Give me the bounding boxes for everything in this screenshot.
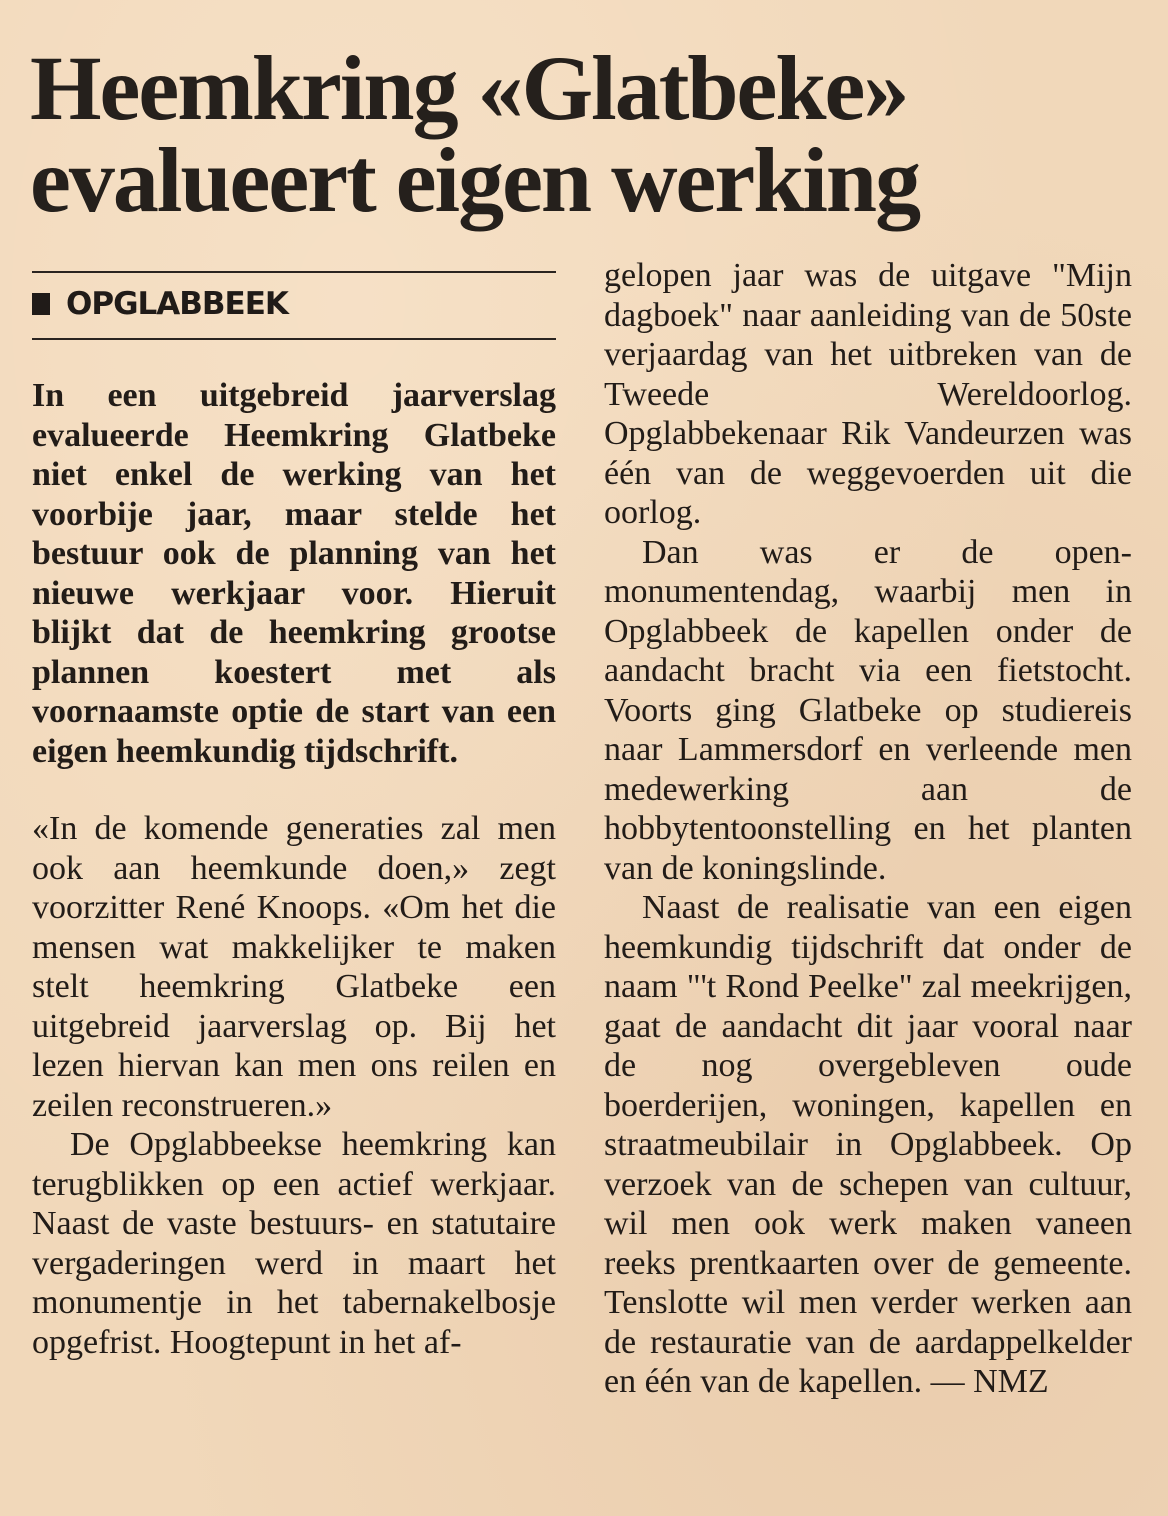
headline-line-2: evalueert eigen werking: [30, 129, 920, 231]
kicker-top-rule: [32, 271, 556, 273]
column-left: [32, 376, 556, 1362]
kicker: [32, 286, 288, 322]
paragraph-monumentendag: Dan was er de open-monumentendag, waarbij men in Opglabbeek de kapellen onder de aandacht bracht via een fietstocht. Voorts ging Glatbeke op studiereis naar Lammersdorf en verleende men medewerking aan de hobbytentoonstelling en het planten van de koningslinde.: [604, 533, 1132, 887]
headline-line-1: Heemkring «Glatbeke»: [30, 37, 908, 139]
column-right: [604, 256, 1132, 1402]
headline: [30, 37, 1040, 231]
kicker-bottom-rule: [32, 338, 556, 340]
lead-paragraph: In een uitgebreid jaarverslag evalueerde Heemkring Glatbeke niet enkel de werking van het voorbije jaar, maar stelde het bestuur ook de planning van het nieuwe werkjaar voor. Hieruit blijkt dat de heemkring grootse plannen koestert met als voornaamste optie de start van een eigen heemkundig tijdschrift.: [32, 377, 556, 770]
kicker-square-icon: [32, 293, 50, 315]
paragraph-plans: Naast de realisatie van een eigen heemkundig tijdschrift dat onder de naam "'t Rond Peelke" zal meekrijgen, gaat de aandacht dit jaar vooral naar de nog overgebleven oude boerderijen, woningen, kapellen en straatmeubilair in Opglabbeek. Op verzoek van de schepen van cultuur, wil men ook werk maken vaneen reeks prentkaarten over de gemeente. Tenslotte wil men verder werken aan de restauratie van de aardappelkelder en één van de kapellen. — NMZ: [604, 889, 1132, 1400]
paragraph-dagboek: gelopen jaar was de uitgave "Mijn dagboek" naar aanleiding van de 50ste verjaardag van het uitbreken van de Tweede Wereldoorlog. Opglabbekenaar Rik Vandeurzen was één van de weggevoerden uit die oorlog.: [604, 257, 1132, 531]
kicker-label: OPGLABBEEK: [66, 286, 288, 322]
paragraph-activities: De Opglabbeekse heemkring kan terugblikken op een actief werkjaar. Naast de vaste bestuurs- en statutaire vergaderingen werd in maart het monumentje in het tabernakelbosje opgefrist. Hoogtepunt in het af-: [32, 1126, 556, 1361]
paragraph-quote: «In de komende generaties zal men ook aan heemkunde doen,» zegt voorzitter René Knoops. «Om het die mensen wat makkelijker te maken stelt heemkring Glatbeke een uitgebreid jaarverslag op. Bij het lezen hiervan kan men ons reilen en zeilen reconstrueren.»: [32, 810, 556, 1124]
